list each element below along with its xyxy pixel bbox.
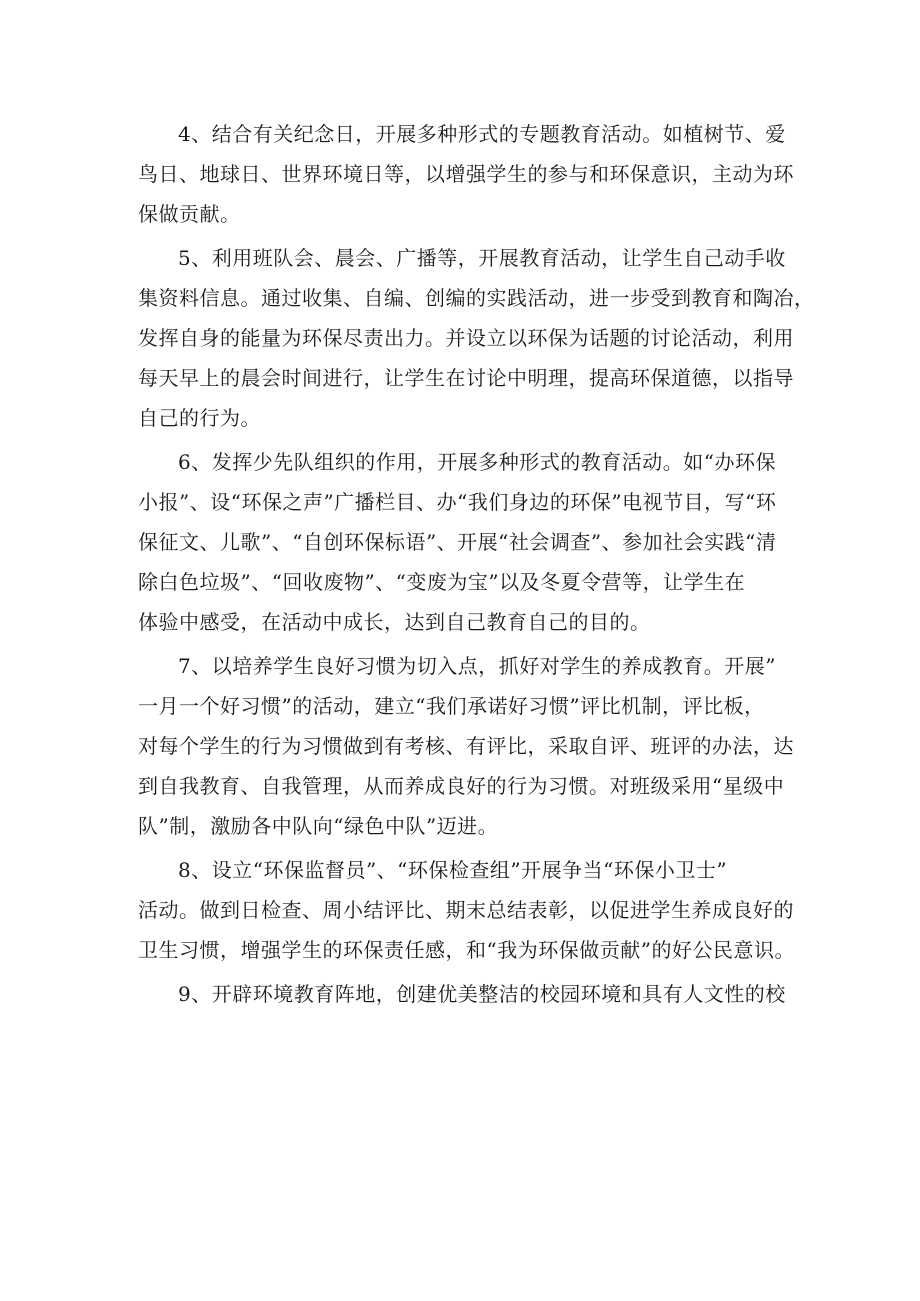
- text-line: 9、开辟环境教育阵地，创建优美整洁的校园环境和具有人文性的校: [178, 982, 786, 1006]
- text-line: 体验中感受，在活动中成长，达到自己教育自己的目的。: [138, 610, 651, 634]
- text-line: 除白色垃圾”、“回收废物”、“变废为宝”以及冬夏令营等，让学生在: [138, 570, 746, 594]
- document-body: [138, 114, 815, 1018]
- text-line: 对每个学生的行为习惯做到有考核、有评比，采取自评、班评的办法，达: [138, 734, 794, 758]
- text-line: 保征文、儿歌”、“自创环保标语”、开展“社会调查”、参加社会实践“清: [138, 530, 777, 554]
- text-line: 6、发挥少先队组织的作用，开展多种形式的教育活动。如“办环保: [178, 450, 776, 474]
- text-line: 卫生习惯，增强学生的环保责任感，和“我为环保做贡献”的好公民意识。: [138, 938, 795, 962]
- text-line: 到自我教育、自我管理，从而养成良好的行为习惯。对班级采用“星级中: [138, 774, 785, 798]
- text-line: 4、结合有关纪念日，开展多种形式的专题教育活动。如植树节、爱: [178, 122, 786, 146]
- paragraph-9: [138, 974, 798, 1014]
- paragraph-6: [138, 442, 798, 642]
- text-line: 一月一个好习惯”的活动，建立“我们承诺好习惯”评比机制，评比板，: [138, 694, 765, 718]
- text-line: 保做贡献。: [138, 202, 241, 226]
- text-line: 自己的行为。: [138, 406, 261, 430]
- text-line: 发挥自身的能量为环保尽责出力。并设立以环保为话题的讨论活动，利用: [138, 326, 794, 350]
- paragraph-5: [138, 238, 815, 438]
- paragraph-7: [138, 646, 798, 846]
- text-line: 8、设立“环保监督员”、“环保检查组”开展争当“环保小卫士”: [178, 858, 728, 882]
- text-line: 集资料信息。通过收集、自编、创编的实践活动，进一步受到教育和陶冶，: [138, 286, 815, 310]
- text-line: 5、利用班队会、晨会、广播等，开展教育活动，让学生自己动手收: [178, 246, 786, 270]
- text-line: 7、以培养学生良好习惯为切入点，抓好对学生的养成教育。开展”: [178, 654, 776, 678]
- text-line: 小报”、设“环保之声”广播栏目、办“我们身边的环保”电视节目，写“环: [138, 490, 777, 514]
- text-line: 活动。做到日检查、周小结评比、期末总结表彰，以促进学生养成良好的: [138, 898, 794, 922]
- paragraph-8: [138, 850, 798, 970]
- text-line: 队”制，激励各中队向“绿色中队”迈进。: [138, 814, 499, 838]
- text-line: 每天早上的晨会时间进行，让学生在讨论中明理，提高环保道德，以指导: [138, 366, 794, 390]
- text-line: 鸟日、地球日、世界环境日等，以增强学生的参与和环保意识，主动为环: [138, 162, 794, 186]
- paragraph-4: [138, 114, 798, 234]
